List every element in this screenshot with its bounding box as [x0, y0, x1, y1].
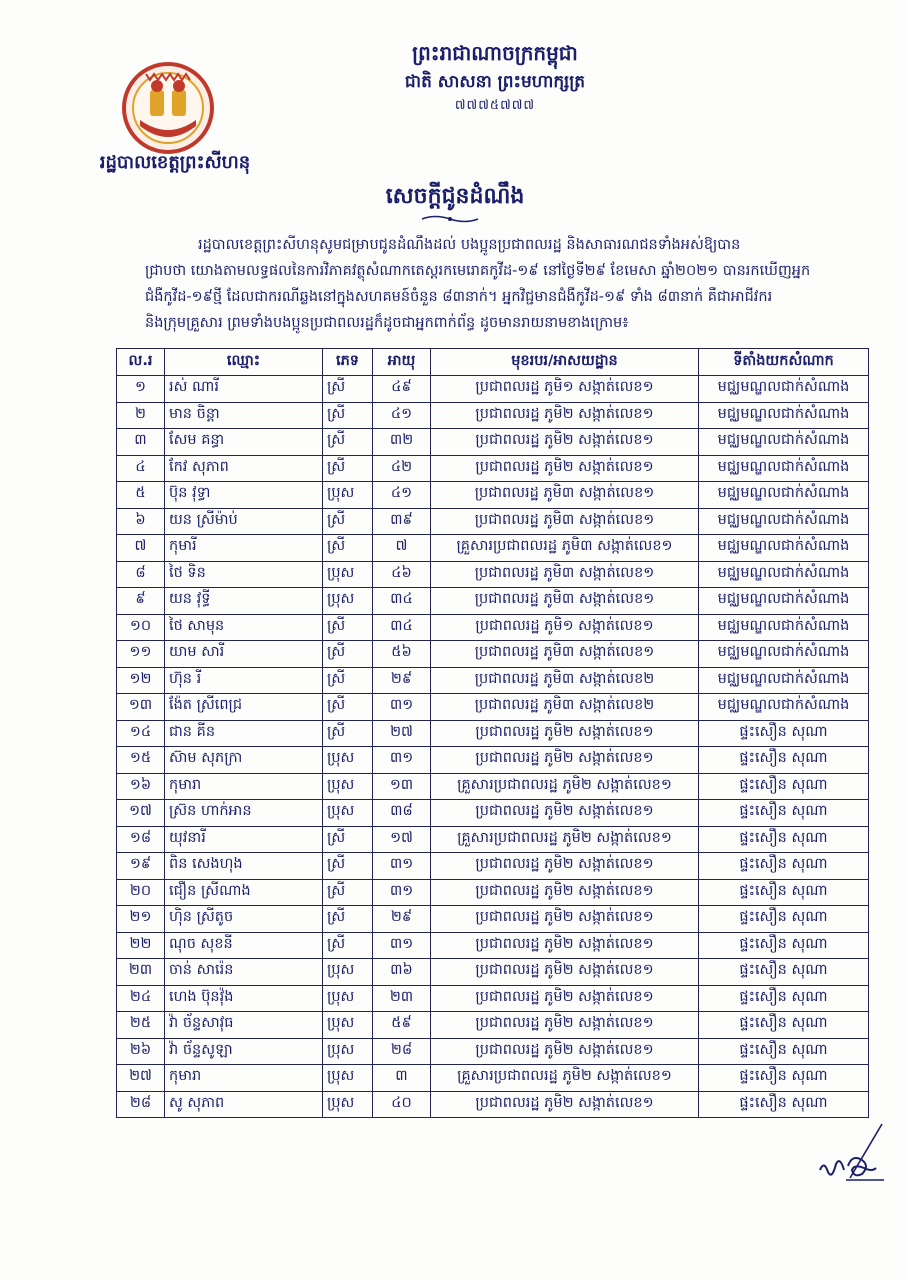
cell-number: ២០ [117, 879, 165, 906]
cell-sampling-site: មជ្ឈមណ្ឌលជាក់សំណាង [699, 402, 869, 429]
cell-sex: ប្រុស [323, 482, 373, 509]
cell-sampling-site: មជ្ឈមណ្ឌលជាក់សំណាង [699, 376, 869, 403]
cell-age: ៣១ [373, 932, 431, 959]
cell-number: ១៨ [117, 826, 165, 853]
cell-sampling-site: ផ្ទះសឿន សុណា [699, 879, 869, 906]
cell-age: ៤២ [373, 455, 431, 482]
cell-age: ៣៩ [373, 508, 431, 535]
cell-number: ១១ [117, 641, 165, 668]
cell-sex: ស្រី [323, 906, 373, 933]
cell-sex: ប្រុស [323, 1091, 373, 1118]
cell-address: ប្រជាពលរដ្ឋ ភូមិ១ សង្កាត់លេខ១ [431, 614, 699, 641]
cell-address: ប្រជាពលរដ្ឋ ភូមិ២ សង្កាត់លេខ១ [431, 1038, 699, 1065]
page-header [330, 38, 660, 116]
table-body [117, 376, 869, 1118]
cell-address: ប្រជាពលរដ្ឋ ភូមិ៣ សង្កាត់លេខ១ [431, 641, 699, 668]
cell-age: ៣៤ [373, 614, 431, 641]
cell-address: ប្រជាពលរដ្ឋ ភូមិ២ សង្កាត់លេខ១ [431, 906, 699, 933]
cell-sex: ប្រុស [323, 588, 373, 615]
table-row [117, 561, 869, 588]
cell-address: គ្រួសារប្រជាពលរដ្ឋ ភូមិ២ សង្កាត់លេខ១ [431, 1065, 699, 1092]
table-row [117, 1038, 869, 1065]
cell-sampling-site: មជ្ឈមណ្ឌលជាក់សំណាង [699, 508, 869, 535]
cell-age: ៣១ [373, 853, 431, 880]
cell-name: សូ សុភាព [165, 1091, 323, 1118]
national-motto: ជាតិ សាសនា ព្រះមហាក្សត្រ [404, 72, 586, 92]
cell-name: យន ស្រីម៉ាប់ [165, 508, 323, 535]
cell-age: ៣៨ [373, 800, 431, 827]
cell-address: គ្រួសារប្រជាពលរដ្ឋ ភូមិ២ សង្កាត់លេខ១ [431, 826, 699, 853]
cell-sex: ស្រី [323, 932, 373, 959]
intro-line: រដ្ឋបាលខេត្តព្រះសីហនុសូមជម្រាបជូនដំណឹងដល់ បងប្អូនប្រជាពលរដ្ឋ និងសាធារណជនទាំងអស់ឱ្យបាន [198, 237, 741, 253]
cell-number: ៧ [117, 535, 165, 562]
cell-sampling-site: ផ្ទះសឿន សុណា [699, 720, 869, 747]
cell-sampling-site: មជ្ឈមណ្ឌលជាក់សំណាង [699, 482, 869, 509]
cell-number: ១៤ [117, 720, 165, 747]
cell-sex: ប្រុស [323, 800, 373, 827]
cell-address: ប្រជាពលរដ្ឋ ភូមិ៣ សង្កាត់លេខ១ [431, 508, 699, 535]
cell-number: ៣ [117, 429, 165, 456]
table-row [117, 455, 869, 482]
cell-name: ហ៊ិន ស្រីតូច [165, 906, 323, 933]
intro-paragraph [145, 232, 838, 336]
cell-address: ប្រជាពលរដ្ឋ ភូមិ៣ សង្កាត់លេខ១ [431, 482, 699, 509]
cell-sex: ស្រី [323, 376, 373, 403]
cell-name: សែម គន្ធា [165, 429, 323, 456]
cell-sampling-site: ផ្ទះសឿន សុណា [699, 800, 869, 827]
cell-name: ជាន គីន [165, 720, 323, 747]
table-row [117, 694, 869, 721]
intro-line: និងក្រុមគ្រួសារ ព្រមទាំងបងប្អូនប្រជាពលរដ្ឋក៏ដូចជាអ្នកពាក់ព័ន្ធ ដូចមានរាយនាមខាងក្រោម៖ [145, 315, 629, 331]
cell-sex: ស្រី [323, 826, 373, 853]
cell-name: កុមារា [165, 1065, 323, 1092]
cell-name: ពិន សេងហុង [165, 853, 323, 880]
table-row [117, 588, 869, 615]
table-row [117, 376, 869, 403]
cell-sampling-site: មជ្ឈមណ្ឌលជាក់សំណាង [699, 455, 869, 482]
cell-sampling-site: មជ្ឈមណ្ឌលជាក់សំណាង [699, 614, 869, 641]
table-row [117, 535, 869, 562]
table-row [117, 1065, 869, 1092]
cell-address: ប្រជាពលរដ្ឋ ភូមិ៣ សង្កាត់លេខ២ [431, 694, 699, 721]
cell-sampling-site: មជ្ឈមណ្ឌលជាក់សំណាង [699, 667, 869, 694]
table-row [117, 879, 869, 906]
table-row [117, 826, 869, 853]
cell-sex: ប្រុស [323, 1038, 373, 1065]
cell-number: ១០ [117, 614, 165, 641]
cell-age: ១៣ [373, 773, 431, 800]
cell-name: វ៉ា ច័ន្ទសាវុធ [165, 1012, 323, 1039]
cell-address: ប្រជាពលរដ្ឋ ភូមិ៣ សង្កាត់លេខ១ [431, 561, 699, 588]
cell-age: ២៨ [373, 1038, 431, 1065]
cell-number: ៩ [117, 588, 165, 615]
cell-sampling-site: មជ្ឈមណ្ឌលជាក់សំណាង [699, 535, 869, 562]
cell-name: កែវ សុភាព [165, 455, 323, 482]
cell-name: ស្រ៊ន ហាក់អាន [165, 800, 323, 827]
cell-sampling-site: ផ្ទះសឿន សុណា [699, 959, 869, 986]
cell-name: ណុច សុខនី [165, 932, 323, 959]
table-row [117, 720, 869, 747]
cell-sex: ស្រី [323, 402, 373, 429]
cell-address: ប្រជាពលរដ្ឋ ភូមិ២ សង្កាត់លេខ១ [431, 720, 699, 747]
cell-sampling-site: មជ្ឈមណ្ឌលជាក់សំណាង [699, 694, 869, 721]
cell-address: ប្រជាពលរដ្ឋ ភូមិ២ សង្កាត់លេខ១ [431, 429, 699, 456]
cell-number: ២១ [117, 906, 165, 933]
table-row [117, 959, 869, 986]
cell-age: ២៩ [373, 667, 431, 694]
cell-sampling-site: ផ្ទះសឿន សុណា [699, 747, 869, 774]
cell-number: ២ [117, 402, 165, 429]
cell-age: ៣១ [373, 879, 431, 906]
provincial-logo-icon [120, 60, 216, 156]
cell-number: ២២ [117, 932, 165, 959]
cell-number: ២៥ [117, 1012, 165, 1039]
cell-name: កុមារី [165, 535, 323, 562]
cell-number: ១៣ [117, 694, 165, 721]
cell-sampling-site: ផ្ទះសឿន សុណា [699, 906, 869, 933]
cell-sampling-site: ផ្ទះសឿន សុណា [699, 1012, 869, 1039]
intro-line: ជំងឺកូវីដ-១៩ថ្មី ដែលជាករណីឆ្លងនៅក្នុងសហគមន៍ចំនួន ៨៣នាក់។ អ្នកវិជ្ជមានជំងឺកូវីដ-១៩ ទាំង ៨៣នាក់ គឺជាអាជីវករ [145, 289, 773, 305]
organization-name: រដ្ឋបាលខេត្តព្រះសីហនុ [99, 152, 251, 173]
cell-age: ៤១ [373, 482, 431, 509]
cell-address: ប្រជាពលរដ្ឋ ភូមិ២ សង្កាត់លេខ១ [431, 853, 699, 880]
cell-number: ២៨ [117, 1091, 165, 1118]
cell-sex: ប្រុស [323, 747, 373, 774]
cell-name: រស់ ណារី [165, 376, 323, 403]
cell-number: ៨ [117, 561, 165, 588]
column-header-sampling-site: ទីតាំងយកសំណាក [699, 349, 869, 376]
column-header-number: ល.រ [117, 349, 165, 376]
table-row [117, 667, 869, 694]
cell-sex: ស្រី [323, 694, 373, 721]
table-row [117, 641, 869, 668]
cell-address: ប្រជាពលរដ្ឋ ភូមិ២ សង្កាត់លេខ១ [431, 455, 699, 482]
cell-sampling-site: មជ្ឈមណ្ឌលជាក់សំណាង [699, 588, 869, 615]
column-header-name: ឈ្មោះ [165, 349, 323, 376]
cell-number: ២៣ [117, 959, 165, 986]
cell-number: ៤ [117, 455, 165, 482]
cell-address: ប្រជាពលរដ្ឋ ភូមិ២ សង្កាត់លេខ១ [431, 959, 699, 986]
cell-sex: ប្រុស [323, 985, 373, 1012]
cell-name: ប៊ុន វុទ្ធា [165, 482, 323, 509]
page-title: សេចក្តីជូនដំណឹង [385, 184, 525, 209]
table-row [117, 402, 869, 429]
cell-age: ៤៩ [373, 376, 431, 403]
cell-sex: ស្រី [323, 614, 373, 641]
cell-sex: ស្រី [323, 508, 373, 535]
cell-number: ៦ [117, 508, 165, 535]
cell-sampling-site: ផ្ទះសឿន សុណា [699, 1038, 869, 1065]
cell-address: ប្រជាពលរដ្ឋ ភូមិ២ សង្កាត់លេខ១ [431, 800, 699, 827]
cell-name: វ៉ា ច័ន្ទសូឡា [165, 1038, 323, 1065]
cell-age: ២៧ [373, 720, 431, 747]
cell-age: ១៧ [373, 826, 431, 853]
table-row [117, 1091, 869, 1118]
signature-initials-icon [810, 1120, 890, 1190]
cell-age: ៥៩ [373, 1012, 431, 1039]
cell-sex: ស្រី [323, 641, 373, 668]
cell-sex: ស្រី [323, 429, 373, 456]
cell-name: ចាន់ សារ៉េន [165, 959, 323, 986]
cell-age: ៣១ [373, 747, 431, 774]
intro-line: ជ្រាបថា យោងតាមលទ្ធផលនៃការវិភាគវត្ថុសំណាកតេស្តរកមេរោគកូវីដ-១៩ នៅថ្ងៃទី២៩ ខែមេសា ឆ្នាំ២០២១ បានរកឃើញអ្នក [145, 263, 811, 279]
table-row [117, 747, 869, 774]
cell-number: ២៧ [117, 1065, 165, 1092]
table-row [117, 985, 869, 1012]
table-row [117, 614, 869, 641]
cell-number: ១ [117, 376, 165, 403]
cell-sampling-site: មជ្ឈមណ្ឌលជាក់សំណាង [699, 641, 869, 668]
cell-sex: ស្រី [323, 455, 373, 482]
cell-address: គ្រួសារប្រជាពលរដ្ឋ ភូមិ២ សង្កាត់លេខ១ [431, 773, 699, 800]
cell-age: ៣ [373, 1065, 431, 1092]
table-row [117, 508, 869, 535]
cell-name: ង៉ែត ស្រីពេជ្រ [165, 694, 323, 721]
cell-sampling-site: ផ្ទះសឿន សុណា [699, 1091, 869, 1118]
cell-sex: ប្រុស [323, 1065, 373, 1092]
cell-name: ហេង ប៊ុនវ៉ុង [165, 985, 323, 1012]
cell-sampling-site: ផ្ទះសឿន សុណា [699, 826, 869, 853]
cell-number: ១៥ [117, 747, 165, 774]
cell-sampling-site: ផ្ទះសឿន សុណា [699, 853, 869, 880]
cell-name: ជឿន ស្រីណាង [165, 879, 323, 906]
cell-number: ១២ [117, 667, 165, 694]
header-divider: ៧៧៧៥៧៧៧ [454, 98, 536, 113]
cell-name: មាន ចិន្តា [165, 402, 323, 429]
cell-sex: ស្រី [323, 853, 373, 880]
cell-age: ៤១ [373, 402, 431, 429]
cell-age: ៣៤ [373, 588, 431, 615]
cell-sampling-site: ផ្ទះសឿន សុណា [699, 932, 869, 959]
kingdom-heading: ព្រះរាជាណាចក្រកម្ពុជា [412, 41, 578, 65]
cell-name: យាម សារី [165, 641, 323, 668]
cell-sex: ស្រី [323, 720, 373, 747]
cell-sampling-site: ផ្ទះសឿន សុណា [699, 985, 869, 1012]
cell-sex: ស្រី [323, 667, 373, 694]
cell-age: ៤០ [373, 1091, 431, 1118]
cell-age: ៤៦ [373, 561, 431, 588]
table-row [117, 800, 869, 827]
cell-age: ២៣ [373, 985, 431, 1012]
cell-name: យុវនារី [165, 826, 323, 853]
cell-name: ថៃ ទិន [165, 561, 323, 588]
cell-sex: ស្រី [323, 535, 373, 562]
cell-address: ប្រជាពលរដ្ឋ ភូមិ២ សង្កាត់លេខ១ [431, 747, 699, 774]
cell-address: ប្រជាពលរដ្ឋ ភូមិ២ សង្កាត់លេខ១ [431, 932, 699, 959]
cell-address: ប្រជាពលរដ្ឋ ភូមិ២ សង្កាត់លេខ១ [431, 985, 699, 1012]
cell-sex: ស្រី [323, 879, 373, 906]
table-row [117, 482, 869, 509]
cell-age: ៣១ [373, 694, 431, 721]
table-row [117, 773, 869, 800]
cell-sex: ប្រុស [323, 1012, 373, 1039]
cell-sampling-site: ផ្ទះសឿន សុណា [699, 773, 869, 800]
cell-age: ៥៦ [373, 641, 431, 668]
table-row [117, 1012, 869, 1039]
cell-number: ១៧ [117, 800, 165, 827]
cell-sampling-site: មជ្ឈមណ្ឌលជាក់សំណាង [699, 561, 869, 588]
cell-address: ប្រជាពលរដ្ឋ ភូមិ២ សង្កាត់លេខ១ [431, 402, 699, 429]
cell-number: ១៦ [117, 773, 165, 800]
cell-address: ប្រជាពលរដ្ឋ ភូមិ២ សង្កាត់លេខ១ [431, 1091, 699, 1118]
cell-sex: ប្រុស [323, 773, 373, 800]
cell-age: ២៩ [373, 906, 431, 933]
cell-name: ហ៊ុន រី [165, 667, 323, 694]
column-header-age: អាយុ [373, 349, 431, 376]
cell-address: ប្រជាពលរដ្ឋ ភូមិ៣ សង្កាត់លេខ២ [431, 667, 699, 694]
cell-age: ៣៦ [373, 959, 431, 986]
cell-address: ប្រជាពលរដ្ឋ ភូមិ២ សង្កាត់លេខ១ [431, 879, 699, 906]
column-header-sex: ភេទ [323, 349, 373, 376]
cell-address: ប្រជាពលរដ្ឋ ភូមិ២ សង្កាត់លេខ១ [431, 1012, 699, 1039]
table-row [117, 429, 869, 456]
cell-name: យន វុទ្ធី [165, 588, 323, 615]
cell-sampling-site: មជ្ឈមណ្ឌលជាក់សំណាង [699, 429, 869, 456]
table-row [117, 906, 869, 933]
cell-address: ប្រជាពលរដ្ឋ ភូមិ៣ សង្កាត់លេខ១ [431, 588, 699, 615]
case-table [116, 348, 869, 1118]
cell-age: ៣២ [373, 429, 431, 456]
cell-age: ៧ [373, 535, 431, 562]
cell-name: ស៊ាម សុភក្រា [165, 747, 323, 774]
cell-name: ថៃ សាមុន [165, 614, 323, 641]
cell-sex: ប្រុស [323, 561, 373, 588]
table-row [117, 853, 869, 880]
cell-number: ២៦ [117, 1038, 165, 1065]
table-header-row [117, 349, 869, 376]
cell-address: ប្រជាពលរដ្ឋ ភូមិ១ សង្កាត់លេខ១ [431, 376, 699, 403]
cell-name: កុមារា [165, 773, 323, 800]
cell-sampling-site: ផ្ទះសឿន សុណា [699, 1065, 869, 1092]
cell-sex: ប្រុស [323, 959, 373, 986]
cell-address: គ្រួសារប្រជាពលរដ្ឋ ភូមិ៣ សង្កាត់លេខ១ [431, 535, 699, 562]
cell-number: ៥ [117, 482, 165, 509]
title-flourish-icon [420, 214, 480, 224]
table-row [117, 932, 869, 959]
cell-number: ១៩ [117, 853, 165, 880]
column-header-address: មុខរបរ/អាសយដ្ឋាន [431, 349, 699, 376]
cell-number: ២៤ [117, 985, 165, 1012]
